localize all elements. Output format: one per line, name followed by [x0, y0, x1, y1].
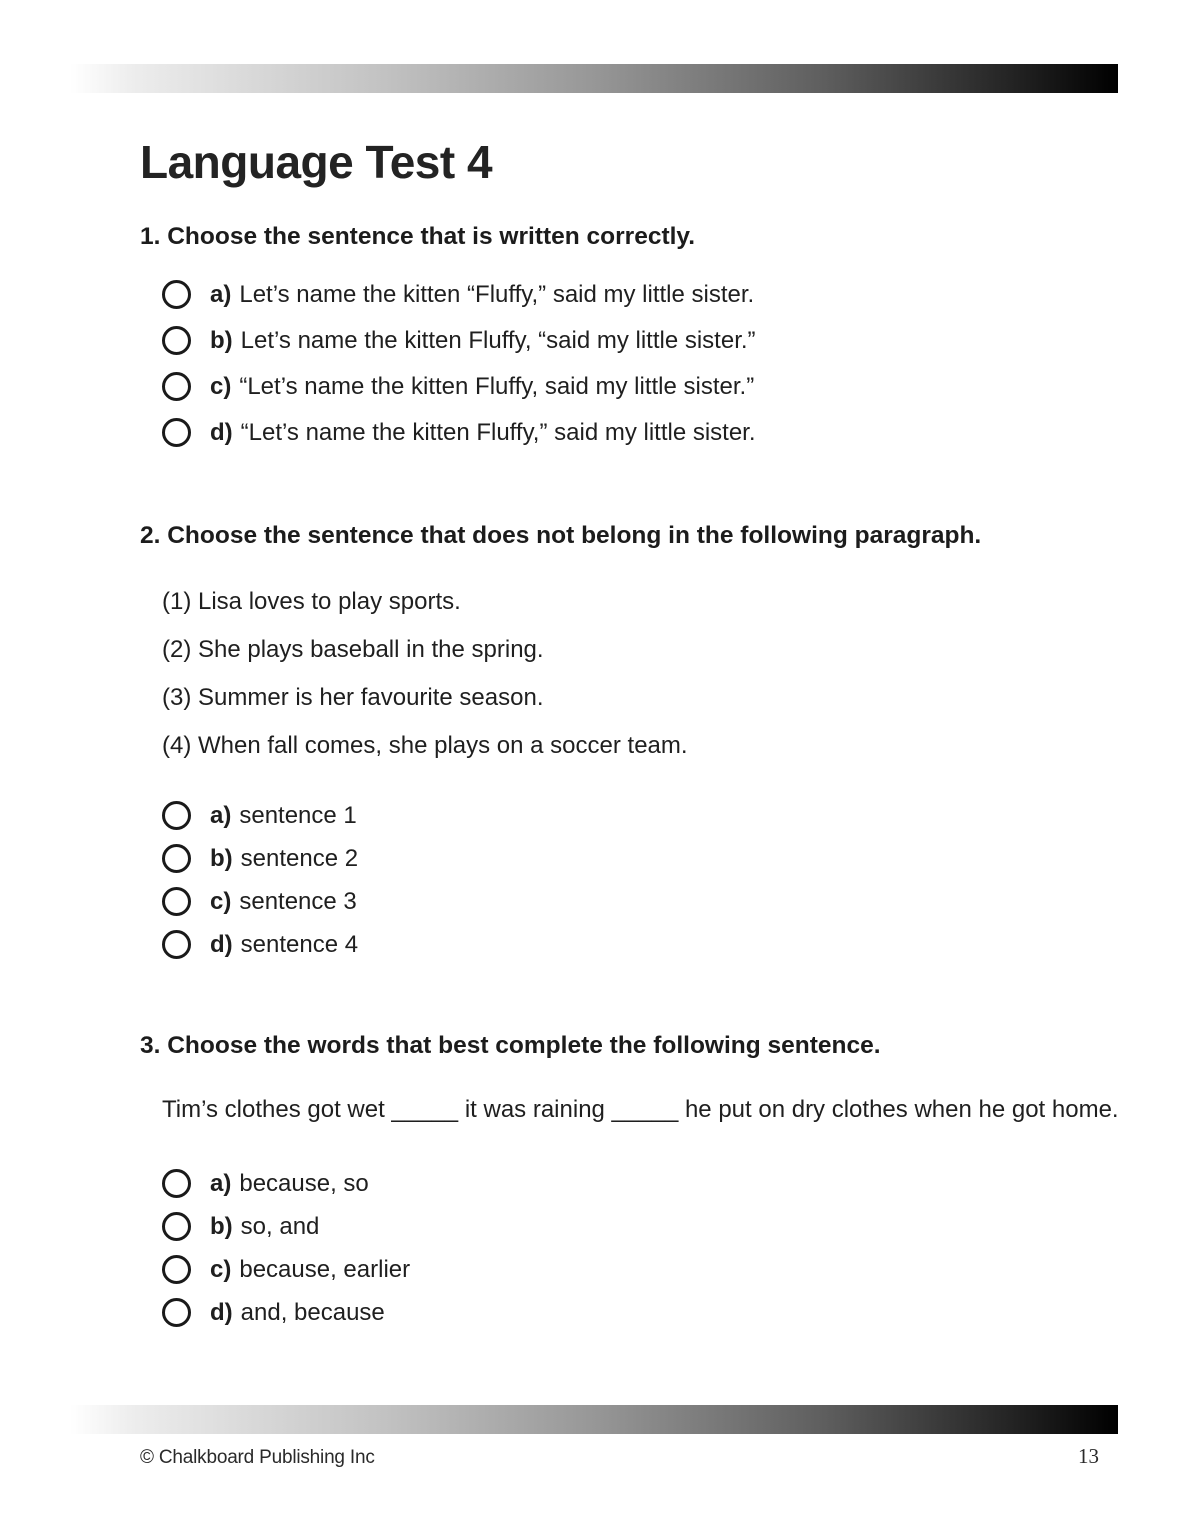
- question-3-option-b[interactable]: [162, 1212, 1097, 1241]
- paragraph-sentence-2: (2) She plays baseball in the spring.: [162, 636, 544, 663]
- option-text: Let’s name the kitten “Fluffy,” said my little sister.: [239, 280, 755, 308]
- option-letter: b): [210, 1212, 233, 1240]
- question-3: [140, 1031, 1119, 1327]
- option-text: sentence 2: [240, 844, 359, 872]
- question-1-option-d[interactable]: [162, 418, 1097, 447]
- question-2: [140, 521, 1097, 959]
- radio-button-icon[interactable]: [162, 326, 191, 355]
- radio-button-icon[interactable]: [162, 844, 191, 873]
- option-text: so, and: [240, 1212, 320, 1240]
- radio-button-icon[interactable]: [162, 887, 191, 916]
- paragraph-sentence-3: (3) Summer is her favourite season.: [162, 684, 544, 711]
- radio-button-icon[interactable]: [162, 280, 191, 309]
- option-text: Let’s name the kitten Fluffy, “said my little sister.”: [240, 326, 756, 354]
- question-2-option-a[interactable]: [162, 801, 1097, 830]
- option-letter: c): [210, 1255, 232, 1283]
- bottom-gradient-bar: [70, 1405, 1118, 1434]
- option-text: and, because: [240, 1298, 385, 1326]
- option-text: because, so: [239, 1169, 369, 1197]
- option-letter: d): [210, 1298, 233, 1326]
- option-text: “Let’s name the kitten Fluffy,” said my little sister.: [240, 418, 756, 446]
- copyright-text: © Chalkboard Publishing Inc: [140, 1447, 375, 1468]
- option-letter: b): [210, 844, 233, 872]
- question-2-option-c[interactable]: [162, 887, 1097, 916]
- option-letter: d): [210, 418, 233, 446]
- option-letter: a): [210, 801, 232, 829]
- page-title: Language Test 4: [140, 136, 493, 188]
- question-1: [140, 222, 1097, 447]
- radio-button-icon[interactable]: [162, 1255, 191, 1284]
- top-gradient-bar: [70, 64, 1118, 93]
- radio-button-icon[interactable]: [162, 372, 191, 401]
- paragraph-sentence-1: (1) Lisa loves to play sports.: [162, 588, 461, 615]
- option-letter: c): [210, 372, 232, 400]
- option-text: “Let’s name the kitten Fluffy, said my little sister.”: [239, 372, 755, 400]
- option-text: sentence 4: [240, 930, 359, 958]
- question-1-option-c[interactable]: [162, 372, 1097, 401]
- radio-button-icon[interactable]: [162, 801, 191, 830]
- radio-button-icon[interactable]: [162, 1169, 191, 1198]
- option-letter: a): [210, 1169, 232, 1197]
- question-2-paragraph: [162, 587, 1097, 761]
- question-3-options: [162, 1169, 1097, 1327]
- question-1-option-b[interactable]: [162, 326, 1097, 355]
- question-3-option-a[interactable]: [162, 1169, 1097, 1198]
- option-letter: c): [210, 887, 232, 915]
- radio-button-icon[interactable]: [162, 418, 191, 447]
- radio-button-icon[interactable]: [162, 1212, 191, 1241]
- question-3-sentence: Tim’s clothes got wet _____ it was raining _____ he put on dry clothes when he got home.: [162, 1096, 1119, 1123]
- option-text: because, earlier: [239, 1255, 411, 1283]
- page-footer: [140, 1444, 1099, 1469]
- question-2-options: [162, 801, 1097, 959]
- question-3-prompt: 3. Choose the words that best complete the following sentence.: [140, 1032, 881, 1059]
- option-letter: b): [210, 326, 233, 354]
- question-1-options: [162, 280, 1097, 447]
- question-2-prompt: 2. Choose the sentence that does not belong in the following paragraph.: [140, 522, 982, 549]
- question-1-option-a[interactable]: [162, 280, 1097, 309]
- question-2-option-d[interactable]: [162, 930, 1097, 959]
- page-number: 13: [1078, 1444, 1099, 1468]
- question-2-option-b[interactable]: [162, 844, 1097, 873]
- paragraph-sentence-4: (4) When fall comes, she plays on a soccer team.: [162, 732, 688, 759]
- question-1-prompt: 1. Choose the sentence that is written correctly.: [140, 223, 696, 250]
- radio-button-icon[interactable]: [162, 1298, 191, 1327]
- question-3-option-c[interactable]: [162, 1255, 1097, 1284]
- option-letter: d): [210, 930, 233, 958]
- option-text: sentence 3: [239, 887, 357, 915]
- radio-button-icon[interactable]: [162, 930, 191, 959]
- option-text: sentence 1: [239, 801, 357, 829]
- page-content: [140, 136, 1119, 1327]
- option-letter: a): [210, 280, 232, 308]
- question-3-option-d[interactable]: [162, 1298, 1097, 1327]
